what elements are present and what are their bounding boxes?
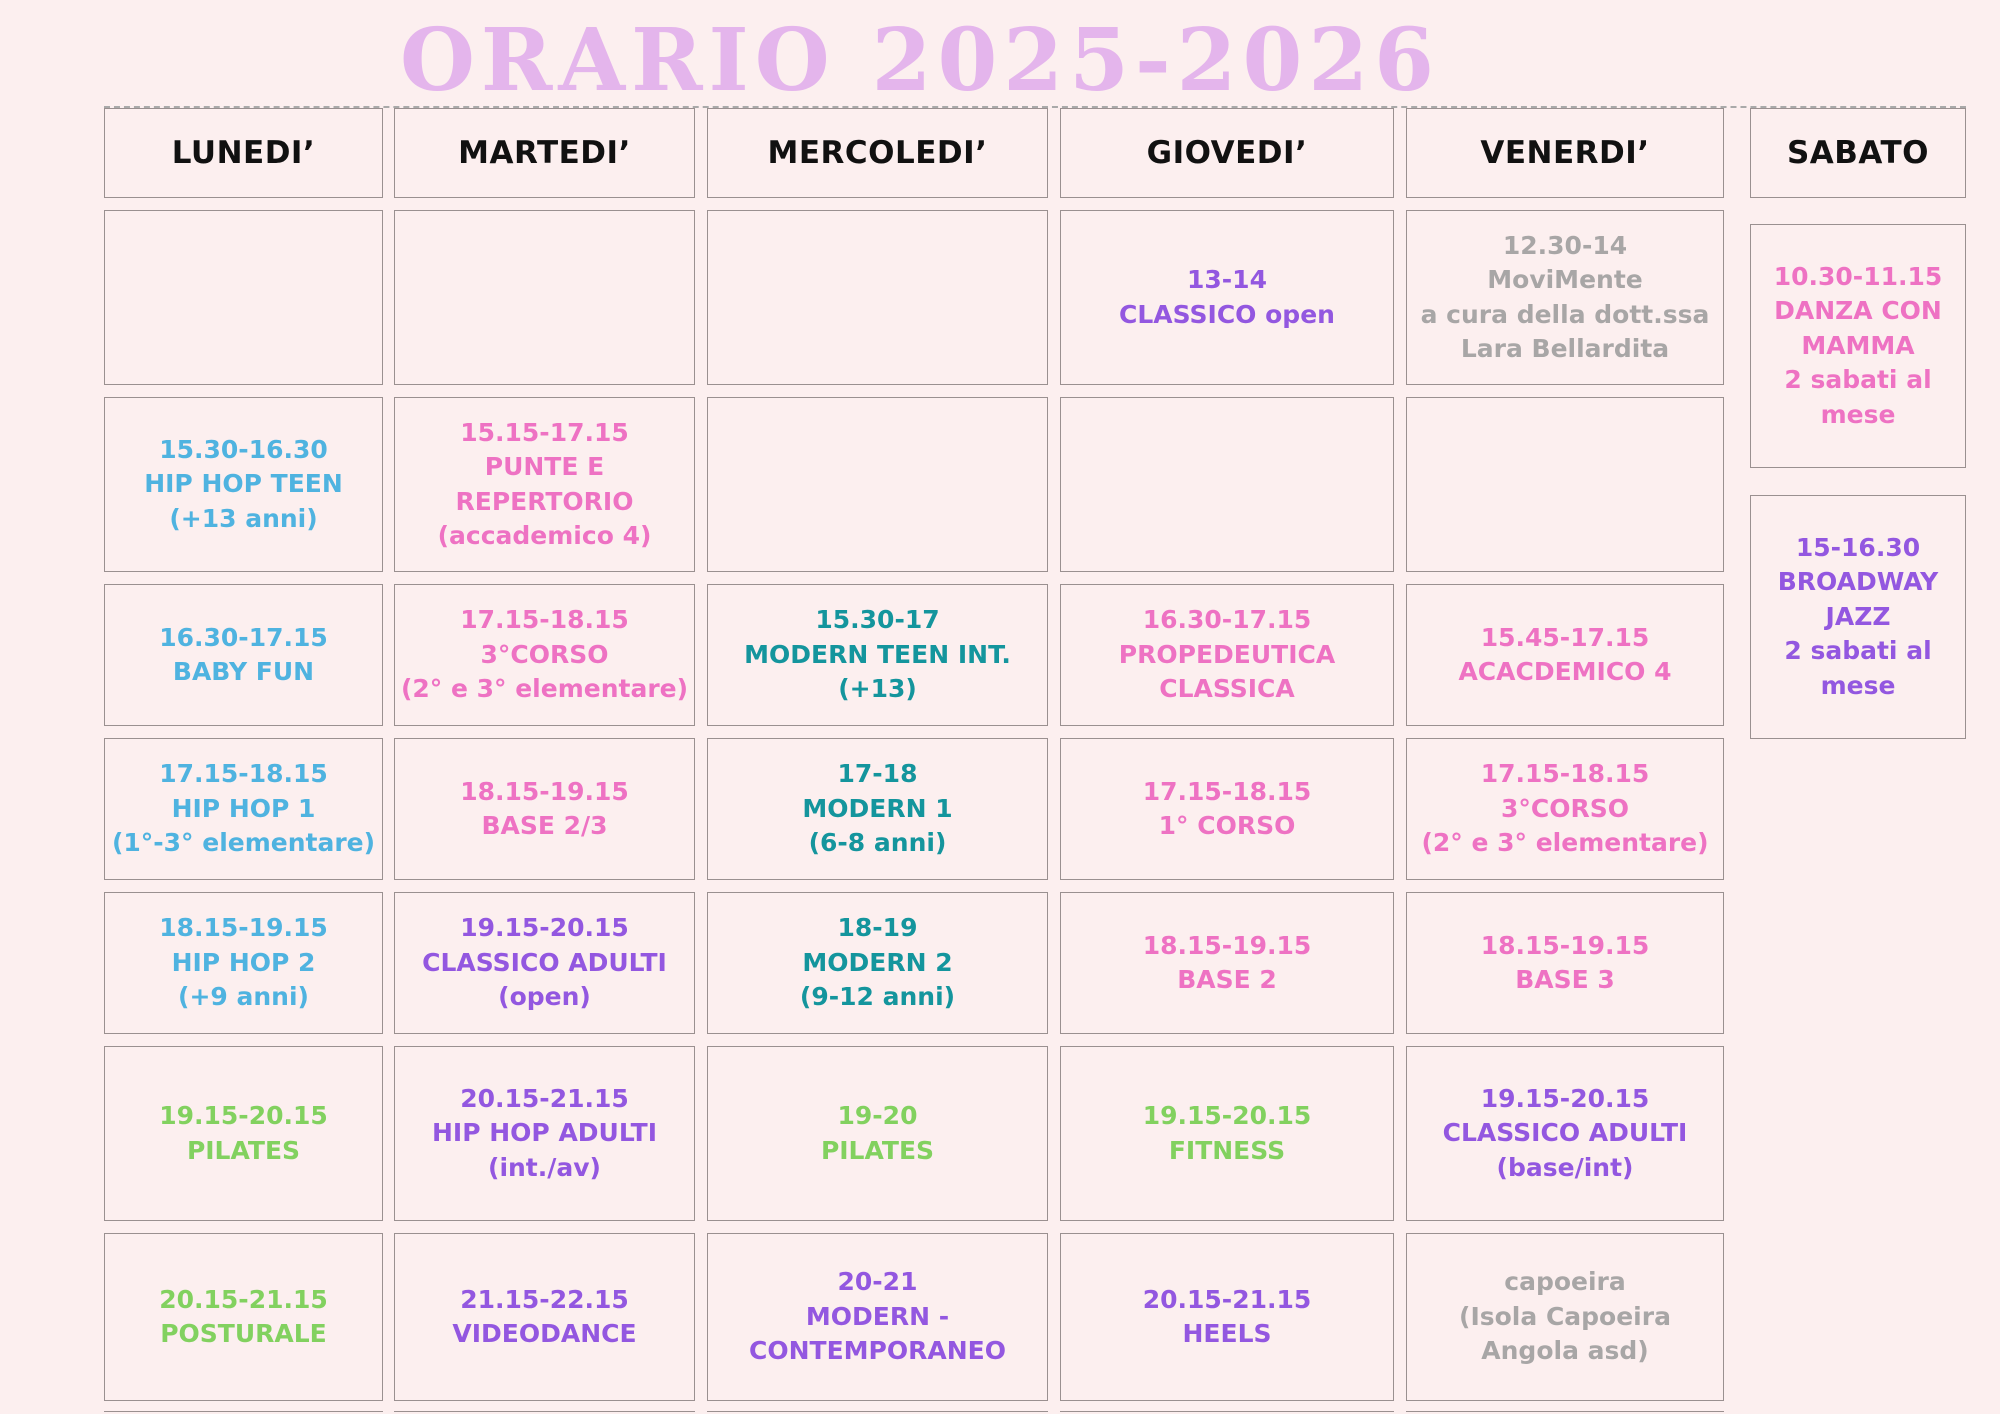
class-line: 19.15-20.15: [460, 913, 629, 943]
class-cell: [104, 1046, 383, 1221]
class-line: CLASSICO open: [1119, 299, 1335, 329]
class-cell: [104, 1233, 383, 1401]
class-line: 15-16.30: [1795, 532, 1921, 562]
class-line: 3°CORSO: [1500, 793, 1629, 823]
class-cell: [104, 584, 383, 726]
class-cell: [394, 397, 695, 572]
class-line: PILATES: [186, 1135, 301, 1165]
class-cell: [1060, 584, 1394, 726]
class-cell: [394, 1046, 695, 1221]
class-line: 17.15-18.15: [1480, 759, 1650, 789]
class-line: 20.15-21.15: [1142, 1284, 1312, 1314]
day-header: [707, 108, 1048, 198]
class-line: BASE 3: [1515, 965, 1615, 994]
page-title: ORARIO 2025-2026: [399, 10, 1441, 111]
class-line: CLASSICO ADULTI: [422, 947, 667, 977]
class-line: PROPEDEUTICA: [1118, 639, 1336, 669]
class-cell: [707, 892, 1048, 1034]
class-line: capoeira: [1504, 1267, 1626, 1297]
class-cell: [1406, 1046, 1724, 1221]
class-line: PILATES: [820, 1135, 935, 1165]
class-line: MoviMente: [1487, 265, 1643, 294]
class-line: JAZZ: [1825, 601, 1891, 631]
class-cell: [1060, 1046, 1394, 1221]
class-line: 20.15-21.15: [159, 1284, 328, 1314]
class-cell: [394, 892, 695, 1034]
class-line: a cura della dott.ssa: [1420, 299, 1710, 329]
day-header: [1750, 108, 1966, 198]
class-line: PUNTE E: [484, 452, 605, 481]
class-line: BASE 2/3: [481, 811, 608, 840]
class-cell: [104, 738, 383, 880]
class-line: 15.45-17.15: [1480, 622, 1650, 652]
class-line: MODERN 2: [802, 947, 953, 977]
class-line: 19.15-20.15: [1480, 1083, 1650, 1113]
class-line: BROADWAY: [1777, 567, 1939, 597]
class-line: Angola asd): [1481, 1336, 1649, 1366]
cutoff-row-edge: [104, 1411, 383, 1412]
class-cell: [1406, 584, 1724, 726]
class-line: 2 sabati al: [1784, 636, 1932, 666]
day-header: [394, 108, 695, 198]
empty-cell: [394, 210, 695, 385]
class-cell: [394, 738, 695, 880]
class-line: HEELS: [1182, 1319, 1272, 1348]
cutoff-row-edge: [1406, 1411, 1724, 1412]
class-line: 17.15-18.15: [460, 605, 629, 635]
class-line: 18-19: [837, 913, 918, 943]
class-line: 3°CORSO: [480, 639, 609, 669]
class-line: 2 sabati al: [1784, 365, 1932, 395]
day-header: [104, 108, 383, 198]
empty-cell: [707, 210, 1048, 385]
class-line: HIP HOP 2: [171, 947, 316, 977]
class-cell: [707, 738, 1048, 880]
class-line: 12.30-14: [1502, 230, 1628, 260]
class-line: (6-8 anni): [808, 828, 947, 858]
class-line: BABY FUN: [172, 657, 315, 686]
class-line: 19.15-20.15: [1142, 1101, 1312, 1130]
class-line: 16.30-17.15: [1142, 605, 1312, 635]
empty-cell: [707, 397, 1048, 572]
class-line: 15.30-16.30: [159, 434, 328, 464]
class-line: CLASSICA: [1159, 674, 1295, 704]
class-cell: [394, 1233, 695, 1401]
class-cell: [104, 397, 383, 572]
empty-cell: [1406, 397, 1724, 572]
class-line: 17.15-18.15: [159, 759, 328, 789]
class-cell: [1060, 210, 1394, 385]
class-cell: [104, 892, 383, 1034]
day-header: [1060, 108, 1394, 198]
class-line: 20-21: [837, 1267, 918, 1297]
class-line: 19-20: [837, 1101, 918, 1130]
day-header-label: GIOVEDI’: [1146, 135, 1308, 171]
class-line: 18.15-19.15: [1142, 930, 1312, 960]
class-cell: [707, 584, 1048, 726]
day-header-label: MARTEDI’: [458, 135, 631, 171]
class-line: 16.30-17.15: [159, 622, 328, 652]
class-line: 13-14: [1187, 265, 1267, 294]
class-line: (base/int): [1496, 1152, 1634, 1182]
day-header-label: VENERDI’: [1480, 135, 1650, 171]
class-line: 15.15-17.15: [460, 417, 629, 447]
class-cell: [1406, 738, 1724, 880]
class-cell: [1060, 1233, 1394, 1401]
class-line: POSTURALE: [160, 1319, 327, 1348]
class-line: (+13 anni): [169, 503, 318, 533]
cutoff-row-edge: [394, 1411, 695, 1412]
class-line: REPERTORIO: [455, 486, 634, 516]
class-line: (Isola Capoeira: [1459, 1301, 1671, 1331]
class-cell: [1406, 1233, 1724, 1401]
class-cell: [707, 1046, 1048, 1221]
class-line: (accademico 4): [437, 521, 652, 550]
class-cell: [1750, 495, 1966, 739]
class-line: (+9 anni): [178, 982, 309, 1012]
class-line: HIP HOP 1: [171, 793, 316, 823]
empty-cell: [1060, 397, 1394, 572]
class-cell: [394, 584, 695, 726]
day-header-label: LUNEDI’: [171, 135, 316, 171]
class-line: 20.15-21.15: [460, 1083, 629, 1113]
cutoff-row-edge: [1060, 1411, 1394, 1412]
class-line: 17.15-18.15: [1142, 776, 1312, 806]
class-line: 19.15-20.15: [159, 1101, 328, 1130]
class-line: (1°-3° elementare): [111, 828, 376, 858]
class-line: FITNESS: [1168, 1135, 1286, 1165]
class-cell: [1750, 224, 1966, 468]
class-line: Lara Bellardita: [1460, 334, 1670, 363]
class-line: mese: [1820, 670, 1896, 700]
class-cell: [1060, 738, 1394, 880]
class-line: VIDEODANCE: [452, 1319, 637, 1348]
class-line: (2° e 3° elementare): [1421, 828, 1709, 858]
class-cell: [707, 1233, 1048, 1401]
class-line: ACACDEMICO 4: [1458, 657, 1672, 686]
class-cell: [1060, 892, 1394, 1034]
class-line: MODERN 1: [802, 793, 953, 823]
class-cell: [1406, 210, 1724, 385]
class-line: 10.30-11.15: [1773, 261, 1943, 291]
class-line: BASE 2: [1177, 965, 1277, 994]
class-line: HIP HOP ADULTI: [432, 1118, 657, 1148]
class-line: HIP HOP TEEN: [144, 469, 343, 499]
class-line: MODERN -: [805, 1301, 950, 1331]
day-header-label: SABATO: [1786, 135, 1930, 171]
class-line: 17-18: [837, 759, 918, 789]
day-header: [1406, 108, 1724, 198]
class-line: (int./av): [488, 1152, 601, 1182]
empty-cell: [104, 210, 383, 385]
class-line: 18.15-19.15: [159, 913, 328, 943]
class-line: CONTEMPORANEO: [749, 1336, 1006, 1366]
class-line: 21.15-22.15: [460, 1284, 629, 1314]
cutoff-row-edge: [707, 1411, 1048, 1412]
class-line: MAMMA: [1801, 330, 1915, 360]
class-line: 1° CORSO: [1158, 811, 1296, 840]
class-line: (open): [498, 982, 591, 1012]
class-line: MODERN TEEN INT.: [744, 639, 1011, 669]
class-line: (9-12 anni): [799, 982, 956, 1012]
class-line: 15.30-17: [815, 605, 940, 635]
class-line: 18.15-19.15: [460, 776, 629, 806]
class-line: DANZA CON: [1774, 296, 1942, 326]
class-line: 18.15-19.15: [1480, 930, 1650, 960]
class-line: mese: [1820, 399, 1896, 429]
class-line: CLASSICO ADULTI: [1442, 1118, 1688, 1148]
class-cell: [1406, 892, 1724, 1034]
class-line: (2° e 3° elementare): [400, 674, 689, 704]
class-line: (+13): [838, 674, 917, 704]
day-header-label: MERCOLEDI’: [767, 135, 988, 171]
